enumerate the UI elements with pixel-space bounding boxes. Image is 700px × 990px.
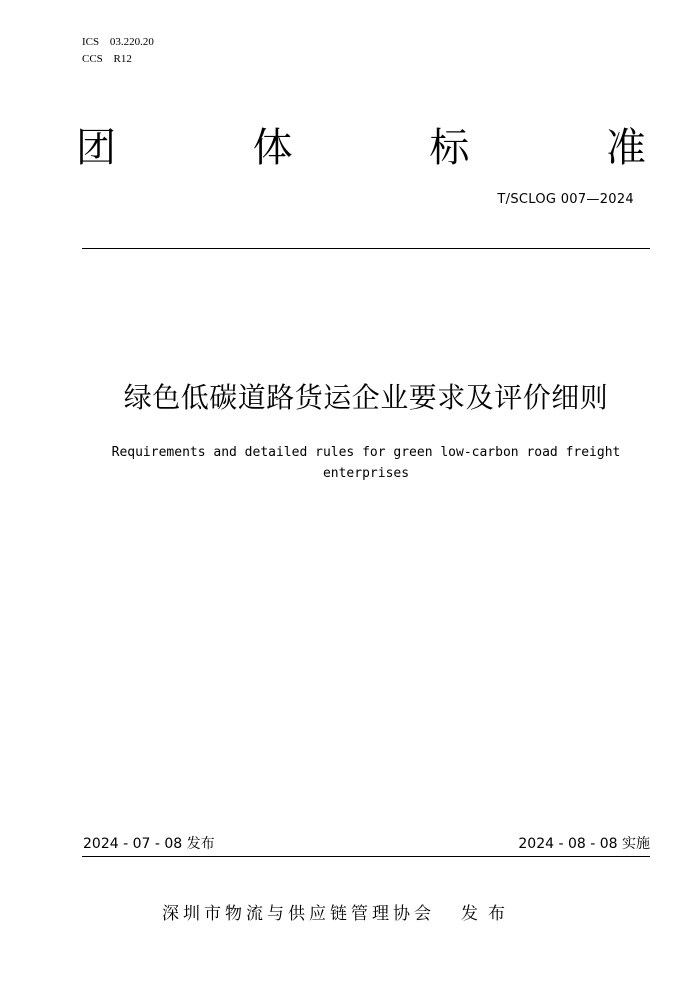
- release-date: 2024 - 07 - 08 发布: [83, 836, 215, 852]
- issue-label: 发布: [461, 904, 515, 924]
- ics-code: [82, 34, 154, 51]
- footer-divider: [82, 856, 650, 857]
- standard-kind-char: 团: [76, 125, 116, 171]
- date-row: [83, 834, 650, 854]
- publisher-name: 深圳市物流与供应链管理协会: [162, 904, 435, 924]
- ccs-label: CCS: [82, 53, 103, 65]
- ics-label: ICS: [82, 36, 100, 48]
- header-divider: [82, 248, 650, 249]
- publisher-line: [162, 902, 515, 926]
- document-title-chinese: 绿色低碳道路货运企业要求及评价细则: [123, 381, 609, 414]
- ics-value: 03.220.20: [109, 36, 154, 48]
- ccs-code: [82, 51, 154, 68]
- standard-kind-char: 体: [252, 125, 293, 171]
- document-title-english: Requirements and detailed rules for green low-carbon road freight enterprises: [111, 445, 621, 481]
- standard-kind-char: 标: [429, 125, 470, 171]
- ccs-value: R12: [113, 53, 132, 65]
- classification-codes: [82, 34, 154, 68]
- standard-kind-heading: [76, 122, 646, 174]
- standard-kind-char: 准: [605, 125, 646, 171]
- implementation-date: 2024 - 08 - 08 实施: [518, 836, 650, 852]
- standard-number: T/SCLOG 007—2024: [497, 192, 634, 207]
